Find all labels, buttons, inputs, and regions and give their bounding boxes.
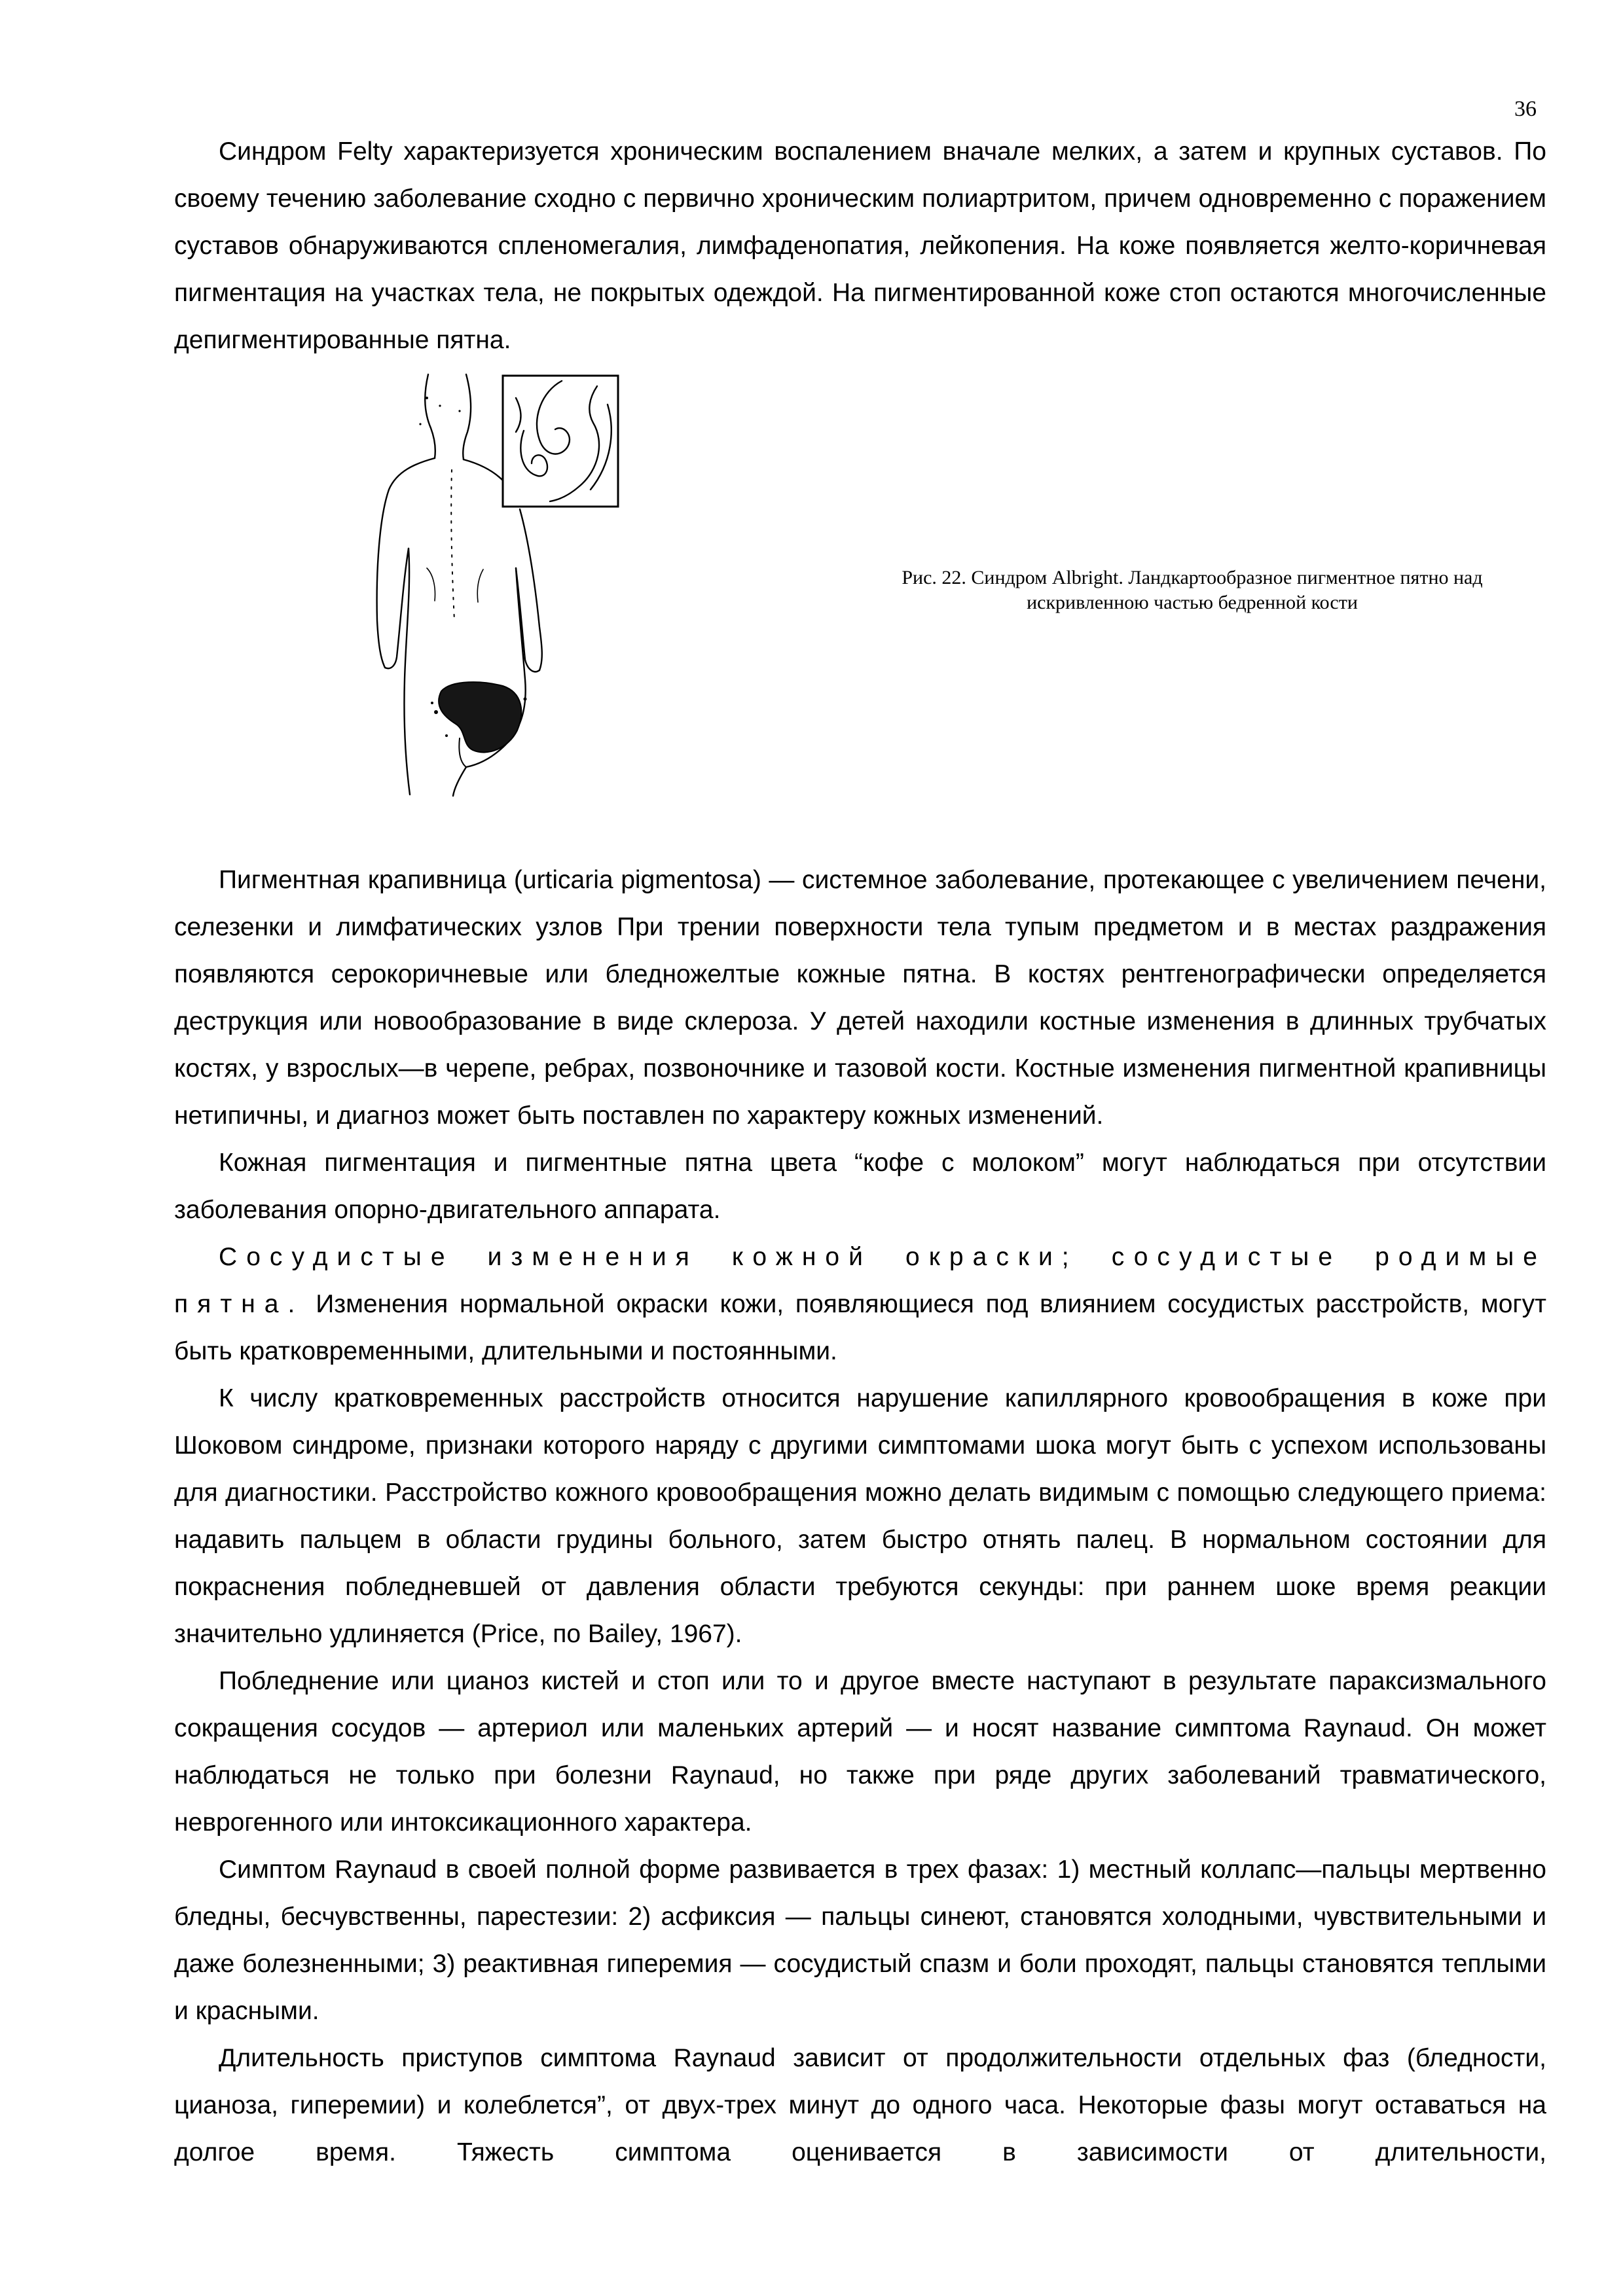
paragraph-raynaud-phases: Симптом Raynaud в своей полной форме развивается в трех фазах: 1) местный коллапс—пальцы мертвенно бледны, бесчувственны, парестезии: 2) асфиксия — пальцы синеют, становятся холодными, чувствительными и даже болезненными; 3) реактивная гиперемия — сосудистый спазм и боли проходят, пальцы становятся теплыми и красными. bbox=[174, 1856, 1546, 2025]
paragraph-raynaud-intro: Побледнение или цианоз кистей и стоп или то и другое вместе наступают в результате параксизмального сокращения сосудов — артериол или маленьких артерий — и носят название симптома Raynaud. Он может наблюдаться не только при болезни Raynaud, но также при ряде других заболеваний травматического, неврогенного или интоксикационного характера. bbox=[174, 1667, 1546, 1837]
page-content bbox=[174, 128, 1546, 2176]
paragraph-vascular-changes bbox=[174, 1234, 1546, 1375]
page-number: 36 bbox=[1514, 97, 1537, 121]
spaced-heading: Сосудистые изменения кожной окраски; сосудистые родимые пятна. bbox=[174, 1243, 1546, 1318]
paragraph-urticaria-pigmentosa: Пигментная крапивница (urticaria pigmentosa) — системное заболевание, протекающее с увеличением печени, селезенки и лимфатических узлов При трении поверхности тела тупым предметом и в местах раздражения появляются серокоричневые или бледножелтые кожные пятна. В костях рентгенографически определяется деструкция или новообразование в виде склероза. У детей находили костные изменения в длинных трубчатых костях, у взрослых—в черепе, ребрах, позвоночнике и тазовой кости. Костные изменения пигментной крапивницы нетипичны, и диагноз может быть поставлен по характеру кожных изменений. bbox=[174, 866, 1546, 1130]
paragraph-raynaud-duration: Длительность приступов симптома Raynaud зависит от продолжительности отдельных фаз (бледности, цианоза, гиперемии) и колеблется”, от двух-трех минут до одного часа. Некоторые фазы могут оставаться на долгое время. Тяжесть симптома оценивается в зависимости от длительности, bbox=[174, 2044, 1546, 2166]
figure-22 bbox=[174, 372, 1546, 833]
paragraph-cafe-au-lait: Кожная пигментация и пигментные пятна цвета “кофе с молоком” могут наблюдаться при отсутствии заболевания опорно-двигательного аппарата. bbox=[174, 1149, 1546, 1224]
paragraph-vascular-body: Изменения нормальной окраски кожи, появляющиеся под влиянием сосудистых расстройств, могут быть кратковременными, длительными и постоянными. bbox=[174, 1290, 1546, 1365]
paragraph-shock-syndrome: К числу кратковременных расстройств относится нарушение капиллярного кровообращения в коже при Шоковом синдроме, признаки которого наряду с другими симптомами шока могут быть с успехом использованы для диагностики. Расстройство кожного кровообращения можно делать видимым с помощью следующего приема: надавить пальцем в области грудины больного, затем быстро отнять палец. В нормальном состоянии для покраснения побледневшей от давления области требуются секунды: при раннем шоке время реакции значительно удлиняется (Price, по Bailey, 1967). bbox=[174, 1384, 1546, 1648]
figure-caption: Рис. 22. Синдром Albright. Ландкартообразное пигментное пятно над искривленною частью бедренной кости bbox=[902, 567, 1483, 613]
albright-syndrome-illustration bbox=[368, 372, 649, 797]
paragraph-felty-syndrome: Синдром Felty характеризуется хроническим воспалением вначале мелких, а затем и крупных суставов. По своему течению заболевание сходно с первично хроническим полиартритом, причем одновременно с поражением суставов обнаруживаются спленомегалия, лимфаденопатия, лейкопения. На коже появляется желто-коричневая пигментация на участках тела, не покрытых одеждой. На пигментированной коже стоп остаются многочисленные депигментированные пятна. bbox=[174, 137, 1546, 354]
